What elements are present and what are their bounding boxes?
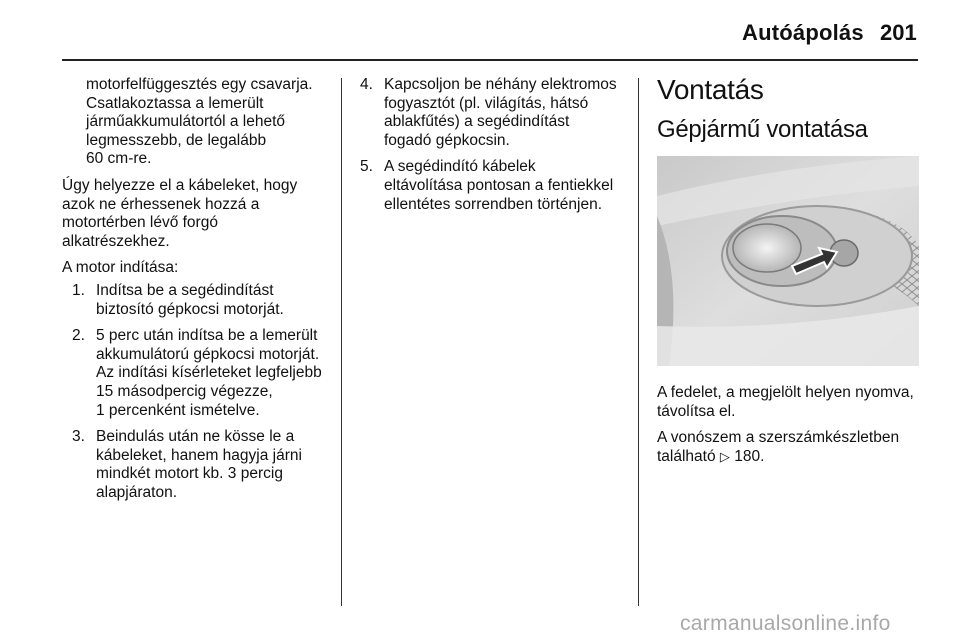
text-line: található <box>657 447 716 465</box>
column-divider <box>638 78 639 606</box>
text-line: ellentétes sorrendben történjen. <box>384 195 603 213</box>
paragraph <box>657 429 925 466</box>
car-front-bumper-illustration <box>657 156 919 366</box>
text-line: azok ne érhessenek hozzá a <box>62 195 260 213</box>
text-line: Csatlakoztassa a lemerült <box>86 94 264 112</box>
text-line: ablakfűtés) a segédindítást <box>384 113 570 131</box>
text-line: 1 percenként ismételve. <box>96 401 260 419</box>
list-number: 1. <box>72 281 85 299</box>
arrow-ref-icon: ▷ <box>719 448 730 464</box>
list-item <box>360 76 632 150</box>
list-item <box>72 327 330 420</box>
column-1 <box>62 76 330 510</box>
list-number: 3. <box>72 428 85 446</box>
list-number: 5. <box>360 158 373 176</box>
numbered-list <box>360 76 632 214</box>
column-2 <box>360 76 632 222</box>
continued-list-item <box>62 76 330 169</box>
header-rule <box>62 59 918 61</box>
text-line: Úgy helyezze el a kábeleket, hogy <box>62 176 298 194</box>
text-line: akkumulátorú gépkocsi motorját. <box>96 345 320 363</box>
text-line: kábeleket, hanem hagyja járni <box>96 446 302 464</box>
paragraph: A motor indítása: <box>62 259 179 277</box>
text-line: Az indítási kísérleteket legfeljebb <box>96 364 322 382</box>
list-item <box>360 158 632 214</box>
text-line: A fedelet, a megjelölt helyen nyomva, <box>657 384 914 401</box>
section-heading: Vontatás <box>657 74 764 105</box>
text-line: motortérben lévő forgó <box>62 214 218 232</box>
text-line: motorfelfüggesztés egy csavarja. <box>86 76 313 93</box>
text-line: mindkét motort kb. 3 percig <box>96 465 283 483</box>
list-number: 2. <box>72 327 85 345</box>
text-line: A vonószem a szerszámkészletben <box>657 429 900 447</box>
text-line: A segédindító kábelek <box>384 158 536 176</box>
text-line: járműakkumulátortól a lehető <box>86 113 286 131</box>
text-line: távolítsa el. <box>657 402 736 420</box>
text-line: Kapcsoljon be néhány elektromos <box>384 76 617 93</box>
page-reference-link[interactable]: 180. <box>734 447 765 465</box>
list-item <box>72 282 330 319</box>
text-line: Beindulás után ne kösse le a <box>96 428 295 446</box>
text-line: fogyasztót (pl. világítás, hátsó <box>384 94 589 112</box>
column-3 <box>657 74 925 474</box>
text-line: alapjáraton. <box>96 483 178 501</box>
numbered-list <box>62 282 330 503</box>
text-line: 60 cm-re. <box>86 150 152 168</box>
list-item <box>72 428 330 502</box>
text-line: 15 másodpercig végezze, <box>96 382 273 400</box>
section-title: Autóápolás <box>742 20 864 45</box>
text-line: alkatrészekhez. <box>62 232 170 250</box>
paragraph <box>62 177 330 251</box>
text-line: legmesszebb, de legalább <box>86 131 267 149</box>
watermark: carmanualsonline.info <box>680 612 891 635</box>
text-line: eltávolítása pontosan a fentiekkel <box>384 176 614 194</box>
paragraph <box>657 384 925 421</box>
text-line: Indítsa be a segédindítást <box>96 281 274 299</box>
page-number: 201 <box>880 20 917 45</box>
text-line: biztosító gépkocsi motorját. <box>96 300 284 318</box>
list-number: 4. <box>360 76 373 93</box>
text-line: 5 perc után indítsa be a lemerült <box>96 327 318 345</box>
text-line: fogadó gépkocsin. <box>384 131 510 149</box>
column-divider <box>341 78 342 606</box>
subsection-heading: Gépjármű vontatása <box>657 116 868 143</box>
